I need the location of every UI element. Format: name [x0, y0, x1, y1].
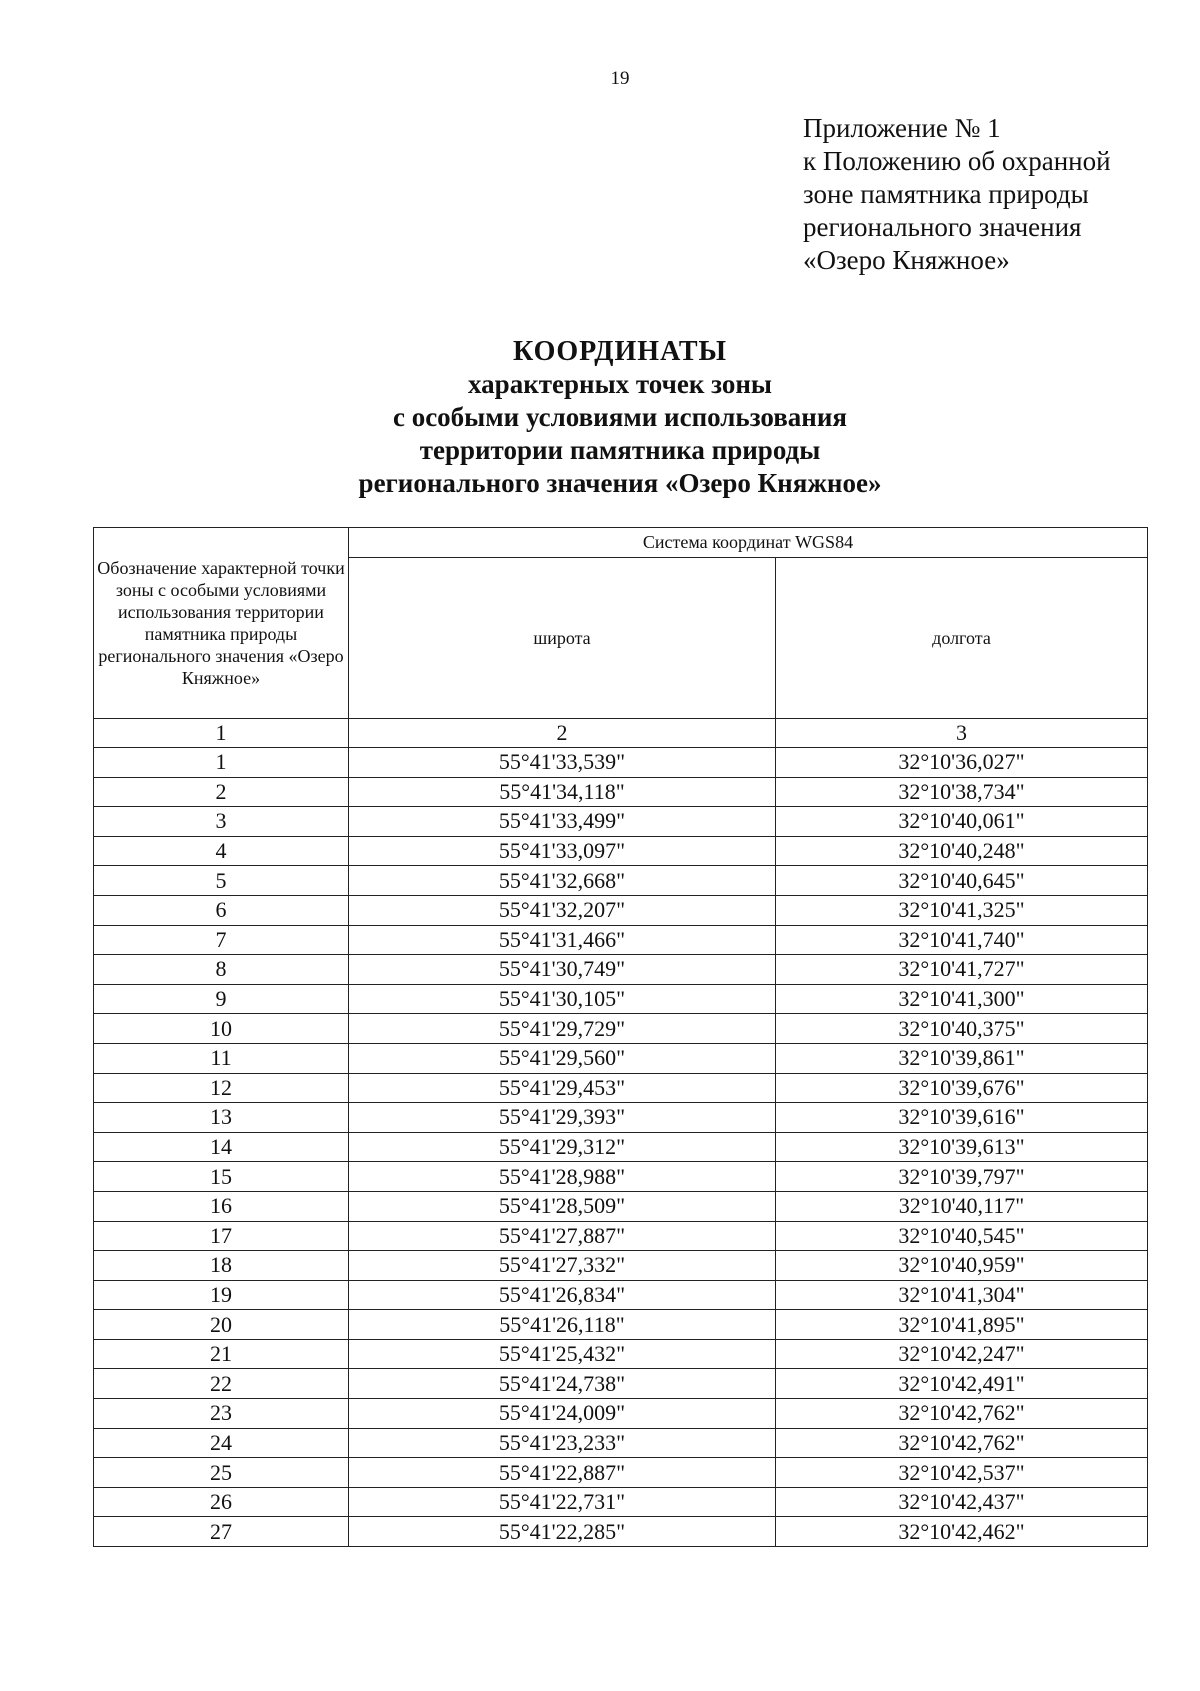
table-row	[94, 836, 1148, 866]
cell-latitude: 55°41'31,466"	[349, 925, 776, 955]
title-line: территории памятника природы	[419, 435, 821, 465]
column-index-row	[94, 719, 1148, 748]
table-row	[94, 1162, 1148, 1192]
cell-point: 26	[94, 1487, 349, 1517]
table-row	[94, 955, 1148, 985]
cell-longitude: 32°10'39,797"	[776, 1162, 1148, 1192]
cell-point: 14	[94, 1132, 349, 1162]
table-row	[94, 1043, 1148, 1073]
cell-latitude: 55°41'29,560"	[349, 1043, 776, 1073]
header-point-designation: Обозначение характерной точки зоны с особыми условиями использования территории памятника природы регионального значения «Озеро Княжное»	[94, 528, 349, 719]
table-row	[94, 1310, 1148, 1340]
cell-latitude: 55°41'33,539"	[349, 748, 776, 778]
cell-point: 22	[94, 1369, 349, 1399]
cell-longitude: 32°10'41,325"	[776, 895, 1148, 925]
cell-latitude: 55°41'27,887"	[349, 1221, 776, 1251]
cell-longitude: 32°10'40,645"	[776, 866, 1148, 896]
table-row	[94, 1014, 1148, 1044]
cell-latitude: 55°41'27,332"	[349, 1251, 776, 1281]
table-row	[94, 1073, 1148, 1103]
appendix-note	[803, 112, 1183, 277]
cell-latitude: 55°41'29,312"	[349, 1132, 776, 1162]
header-latitude: широта	[349, 558, 776, 719]
cell-latitude: 55°41'25,432"	[349, 1339, 776, 1369]
coordinates-table	[93, 527, 1148, 1547]
cell-longitude: 32°10'42,247"	[776, 1339, 1148, 1369]
title-line: характерных точек зоны	[468, 369, 772, 399]
cell-point: 2	[94, 777, 349, 807]
cell-longitude: 32°10'39,676"	[776, 1073, 1148, 1103]
cell-point: 9	[94, 984, 349, 1014]
cell-point: 21	[94, 1339, 349, 1369]
cell-point: 16	[94, 1191, 349, 1221]
table-row	[94, 1369, 1148, 1399]
cell-latitude: 55°41'29,393"	[349, 1103, 776, 1133]
cell-longitude: 32°10'41,740"	[776, 925, 1148, 955]
appendix-line: к Положению об охранной	[803, 146, 1111, 176]
table-row	[94, 1221, 1148, 1251]
cell-longitude: 32°10'40,117"	[776, 1191, 1148, 1221]
cell-longitude: 32°10'40,061"	[776, 807, 1148, 837]
cell-latitude: 55°41'22,285"	[349, 1517, 776, 1547]
cell-latitude: 55°41'22,887"	[349, 1458, 776, 1488]
cell-point: 3	[94, 807, 349, 837]
table-row	[94, 748, 1148, 778]
cell-point: 17	[94, 1221, 349, 1251]
table-row	[94, 925, 1148, 955]
page-number: 19	[610, 68, 630, 89]
header-longitude: долгота	[776, 558, 1148, 719]
cell-latitude: 55°41'26,834"	[349, 1280, 776, 1310]
cell-point: 20	[94, 1310, 349, 1340]
cell-latitude: 55°41'29,729"	[349, 1014, 776, 1044]
cell-latitude: 55°41'29,453"	[349, 1073, 776, 1103]
cell-longitude: 32°10'41,304"	[776, 1280, 1148, 1310]
cell-latitude: 55°41'33,097"	[349, 836, 776, 866]
table-row	[94, 895, 1148, 925]
appendix-line: Приложение № 1	[803, 113, 1001, 143]
cell-point: 19	[94, 1280, 349, 1310]
cell-longitude: 32°10'41,727"	[776, 955, 1148, 985]
table-row	[94, 1251, 1148, 1281]
cell-latitude: 55°41'28,509"	[349, 1191, 776, 1221]
cell-longitude: 32°10'42,762"	[776, 1428, 1148, 1458]
cell-latitude: 55°41'24,738"	[349, 1369, 776, 1399]
appendix-line: «Озеро Княжное»	[803, 245, 1010, 275]
cell-longitude: 32°10'41,895"	[776, 1310, 1148, 1340]
cell-latitude: 55°41'33,499"	[349, 807, 776, 837]
column-index: 3	[776, 719, 1148, 748]
cell-latitude: 55°41'28,988"	[349, 1162, 776, 1192]
cell-longitude: 32°10'40,375"	[776, 1014, 1148, 1044]
table-row	[94, 1487, 1148, 1517]
cell-latitude: 55°41'23,233"	[349, 1428, 776, 1458]
title-main: КООРДИНАТЫ	[512, 336, 728, 367]
cell-point: 1	[94, 748, 349, 778]
header-coordinate-system: Система координат WGS84	[349, 528, 1148, 558]
table-row	[94, 1132, 1148, 1162]
cell-latitude: 55°41'26,118"	[349, 1310, 776, 1340]
cell-longitude: 32°10'42,762"	[776, 1399, 1148, 1429]
appendix-line: зоне памятника природы	[803, 179, 1089, 209]
cell-point: 5	[94, 866, 349, 896]
cell-longitude: 32°10'40,959"	[776, 1251, 1148, 1281]
column-index: 1	[94, 719, 349, 748]
cell-longitude: 32°10'42,491"	[776, 1369, 1148, 1399]
cell-longitude: 32°10'39,616"	[776, 1103, 1148, 1133]
cell-longitude: 32°10'42,462"	[776, 1517, 1148, 1547]
cell-latitude: 55°41'24,009"	[349, 1399, 776, 1429]
cell-point: 8	[94, 955, 349, 985]
cell-latitude: 55°41'34,118"	[349, 777, 776, 807]
cell-point: 13	[94, 1103, 349, 1133]
table-row	[94, 1280, 1148, 1310]
cell-longitude: 32°10'40,248"	[776, 836, 1148, 866]
document-title	[0, 335, 1200, 500]
table-header-row	[94, 528, 1148, 558]
cell-latitude: 55°41'32,668"	[349, 866, 776, 896]
column-index: 2	[349, 719, 776, 748]
cell-point: 23	[94, 1399, 349, 1429]
table-row	[94, 777, 1148, 807]
table-row	[94, 1458, 1148, 1488]
title-line: регионального значения «Озеро Княжное»	[358, 468, 882, 498]
cell-point: 25	[94, 1458, 349, 1488]
table-row	[94, 1428, 1148, 1458]
table-row	[94, 866, 1148, 896]
cell-longitude: 32°10'38,734"	[776, 777, 1148, 807]
cell-point: 27	[94, 1517, 349, 1547]
title-line: с особыми условиями использования	[392, 402, 848, 432]
cell-latitude: 55°41'30,105"	[349, 984, 776, 1014]
table-row	[94, 984, 1148, 1014]
cell-point: 12	[94, 1073, 349, 1103]
cell-longitude: 32°10'39,861"	[776, 1043, 1148, 1073]
appendix-line: регионального значения	[803, 212, 1082, 242]
table-row	[94, 1517, 1148, 1547]
table-row	[94, 1339, 1148, 1369]
cell-point: 24	[94, 1428, 349, 1458]
table-row	[94, 807, 1148, 837]
cell-longitude: 32°10'39,613"	[776, 1132, 1148, 1162]
table-row	[94, 1191, 1148, 1221]
table-row	[94, 1103, 1148, 1133]
cell-point: 10	[94, 1014, 349, 1044]
table-row	[94, 1399, 1148, 1429]
cell-latitude: 55°41'30,749"	[349, 955, 776, 985]
cell-point: 11	[94, 1043, 349, 1073]
cell-point: 6	[94, 895, 349, 925]
cell-longitude: 32°10'36,027"	[776, 748, 1148, 778]
cell-point: 15	[94, 1162, 349, 1192]
cell-latitude: 55°41'32,207"	[349, 895, 776, 925]
cell-longitude: 32°10'40,545"	[776, 1221, 1148, 1251]
cell-point: 7	[94, 925, 349, 955]
cell-longitude: 32°10'42,437"	[776, 1487, 1148, 1517]
cell-longitude: 32°10'41,300"	[776, 984, 1148, 1014]
cell-longitude: 32°10'42,537"	[776, 1458, 1148, 1488]
cell-point: 18	[94, 1251, 349, 1281]
cell-point: 4	[94, 836, 349, 866]
cell-latitude: 55°41'22,731"	[349, 1487, 776, 1517]
